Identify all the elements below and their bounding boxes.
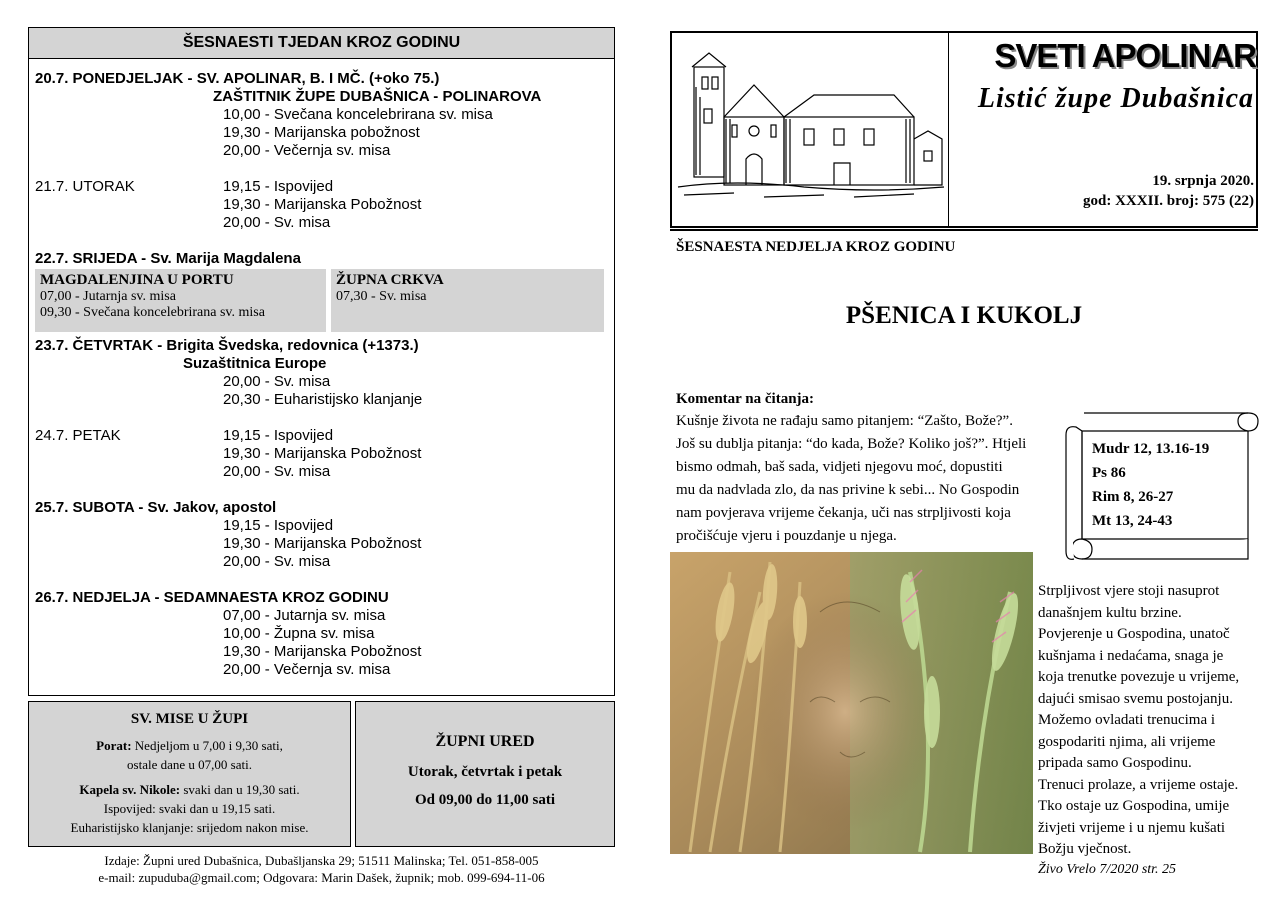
office-days: Utorak, četvrtak i petak (407, 764, 563, 780)
comment-label: Komentar na čitanja: (676, 391, 815, 407)
office-title: ŽUPNI URED (435, 733, 535, 750)
body-line: gospodariti njima, ali vrijeme (1038, 733, 1216, 750)
readings-scroll (1062, 411, 1262, 565)
newsletter-title: SVETI APOLINAR (994, 37, 1256, 74)
thursday-event: 20,00 - Sv. misa (223, 373, 331, 390)
friday-event: 19,30 - Marijanska Pobožnost (223, 445, 422, 462)
wednesday-heading: 22.7. SRIJEDA - Sv. Marija Magdalena (35, 250, 301, 267)
port-event: 07,00 - Jutarnja sv. misa (40, 289, 176, 304)
friday-event: 20,00 - Sv. misa (223, 463, 331, 480)
monday-heading: 20.7. PONEDJELJAK - SV. APOLINAR, B. I MČ. (+oko 75.) (35, 70, 440, 87)
sunday-heading: 26.7. NEDJELJA - SEDAMNAESTA KROZ GODINU (35, 589, 389, 606)
schedule-title: ŠESNAESTI TJEDAN KROZ GODINU (29, 28, 614, 59)
kapela-text: svaki dan u 19,30 sati. (183, 782, 300, 797)
saturday-heading: 25.7. SUBOTA - Sv. Jakov, apostol (35, 499, 277, 516)
comment-line: Kušnje života ne rađaju samo pitanjem: “Zašto, Bože?”. (676, 413, 1013, 429)
sunday-label: ŠESNAESTA NEDJELJA KROZ GODINU (676, 239, 956, 255)
readings-list (1092, 437, 1209, 533)
church-drawing (674, 47, 946, 207)
thursday-subheading: Suzaštitnica Europe (183, 355, 327, 372)
kapela-label: Kapela sv. Nikole: (79, 782, 181, 797)
saturday-event: 19,15 - Ispovijed (223, 517, 334, 534)
body-line: kušnjama i nedaćama, snaga je (1038, 647, 1224, 664)
wheat-image (670, 552, 1033, 854)
body-line: koja trenutke povezuje u vrijeme, (1038, 669, 1240, 685)
tuesday-heading: 21.7. UTORAK (35, 178, 135, 195)
masses-title: SV. MISE U ŽUPI (130, 711, 249, 727)
friday-event: 19,15 - Ispovijed (223, 427, 334, 444)
footer-line: Izdaje: Župni ured Dubašnica, Dubašljanska 29; 51511 Malinska; Tel. 051-858-005 (104, 853, 539, 868)
church-illustration (674, 47, 946, 207)
issue-number: god: XXXII. broj: 575 (22) (1083, 193, 1254, 209)
weekly-schedule (28, 27, 615, 696)
reading-item: Ps 86 (1092, 465, 1126, 481)
masses-box (28, 701, 351, 847)
comment-line: mu da nadvlada zlo, da nas privine k sebi... No Gospodin (676, 482, 1020, 498)
comment-line: bismo odmah, baš sada, vidjeti njegovu moć, dopustiti (676, 459, 1003, 475)
wednesday-port-box (35, 269, 326, 332)
reading-item: Mt 13, 24-43 (1092, 513, 1173, 529)
body-line: dajući smisao svemu postojanju. (1038, 690, 1233, 707)
monday-event: 20,00 - Večernja sv. misa (223, 142, 391, 159)
parish-office-box (355, 701, 615, 847)
friday-heading: 24.7. PETAK (35, 427, 121, 444)
footer-line: e-mail: zupuduba@gmail.com; Odgovara: Marin Dašek, župnik; mob. 099-694-11-06 (98, 870, 545, 885)
port-event: 09,30 - Svečana koncelebrirana sv. misa (40, 305, 265, 320)
article-title: PŠENICA I KUKOLJ (845, 302, 1083, 329)
thursday-event: 20,30 - Euharistijsko klanjanje (223, 391, 423, 408)
comment-line: nam povjerava vrijeme čekanja, uči nas strpljivosti koja (676, 505, 1011, 521)
thursday-heading: 23.7. ČETVRTAK - Brigita Švedska, redovnica (+1373.) (35, 337, 419, 354)
body-line: pripada samo Gospodinu. (1038, 755, 1192, 771)
article-body (1038, 581, 1255, 861)
body-line: Trenuci prolaze, a vrijeme ostaje. (1038, 776, 1239, 793)
office-hours: Od 09,00 do 11,00 sati (414, 792, 556, 808)
wednesday-church-box (331, 269, 604, 332)
porat-text-2: ostale dane u 07,00 sati. (127, 757, 252, 772)
tuesday-event: 19,30 - Marijanska Pobožnost (223, 196, 422, 213)
masthead (670, 31, 1258, 228)
monday-event: 19,30 - Marijanska pobožnost (223, 124, 420, 141)
article-source: Živo Vrelo 7/2020 str. 25 (1038, 862, 1177, 877)
sunday-event: 20,00 - Večernja sv. misa (223, 661, 391, 678)
reading-item: Mudr 12, 13.16-19 (1092, 441, 1210, 457)
body-line: Možemo ovladati trenucima i (1038, 712, 1216, 728)
masthead-divider (948, 33, 949, 226)
body-line: Tko ostaje uz Gospodina, umije (1038, 798, 1230, 814)
comment-line: Još su dublja pitanja: “do kada, Bože? Koliko još?”. Htjeli (676, 436, 1027, 452)
church-event: 07,30 - Sv. misa (336, 289, 427, 304)
newsletter-subtitle: Listić župe Dubašnica (977, 83, 1254, 114)
sunday-event: 19,30 - Marijanska Pobožnost (223, 643, 422, 660)
monday-event: 10,00 - Svečana koncelebrirana sv. misa (223, 106, 493, 123)
comment-line: pročišćuje vjeru i pouzdanje u njega. (676, 528, 897, 544)
body-line: današnjem kultu brzine. (1038, 604, 1182, 621)
comment-text (676, 410, 1050, 548)
masthead-underline (670, 229, 1258, 231)
porat-label: Porat: (96, 738, 132, 753)
ispovijed-text: Ispovijed: svaki dan u 19,15 sati. (103, 801, 276, 816)
issue-date: 19. srpnja 2020. (1152, 173, 1254, 189)
sunday-event: 07,00 - Jutarnja sv. misa (223, 607, 386, 624)
body-line: Povjerenje u Gospodina, unatoč (1038, 626, 1230, 642)
body-line: živjeti vrijeme i u njemu kušati (1038, 819, 1226, 836)
tuesday-event: 20,00 - Sv. misa (223, 214, 331, 231)
body-line: Strpljivost vjere stoji nasuprot (1038, 583, 1220, 599)
tuesday-event: 19,15 - Ispovijed (223, 178, 334, 195)
body-line: Božju vječnost. (1038, 841, 1132, 857)
wheat-illustration (670, 552, 1033, 854)
saturday-event: 20,00 - Sv. misa (223, 553, 331, 570)
saturday-event: 19,30 - Marijanska Pobožnost (223, 535, 422, 552)
port-title: MAGDALENJINA U PORTU (40, 272, 234, 288)
sunday-event: 10,00 - Župna sv. misa (223, 625, 375, 642)
church-title: ŽUPNA CRKVA (336, 272, 444, 288)
porat-text: Nedjeljom u 7,00 i 9,30 sati, (134, 738, 283, 753)
monday-subheading: ZAŠTITNIK ŽUPE DUBAŠNICA - POLINAROVA (213, 88, 542, 105)
reading-item: Rim 8, 26-27 (1092, 489, 1174, 505)
publisher-footer (28, 852, 615, 886)
klanjanje-text: Euharistijsko klanjanje: srijedom nakon mise. (70, 820, 309, 835)
